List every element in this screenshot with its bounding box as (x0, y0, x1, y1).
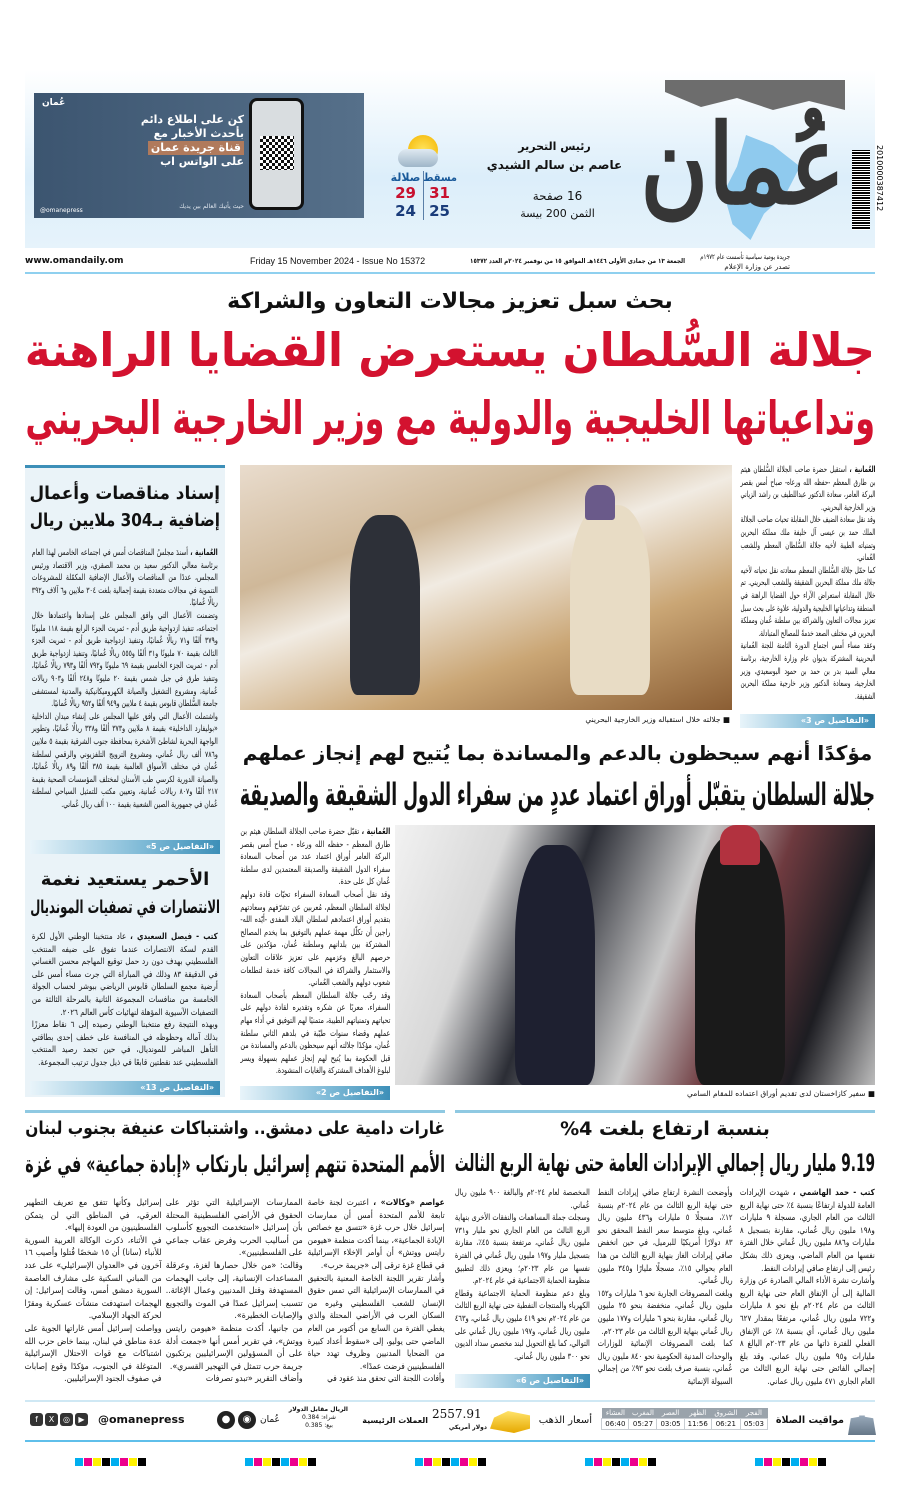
ambassadors-photo-caption: ■ سفير كازاخستان لدى تقديم أوراق اعتماده للمقام السامي (687, 1089, 875, 1098)
instagram-icon[interactable]: ◎ (60, 1413, 73, 1426)
section-divider (25, 1110, 445, 1113)
headline-line: إسناد مناقصات وأعمال (29, 483, 220, 504)
english-date: Friday 15 November 2024 - Issue No 15372 (250, 256, 426, 266)
color-swatch (415, 1458, 423, 1466)
color-swatch (120, 1458, 128, 1466)
low-temp: 24 (395, 202, 416, 220)
color-swatch (630, 1458, 638, 1466)
paragraph: وبلغت المصروفات الجارية نحو ٦ مليارات و١٥٢ مليون ريال عُماني، منخفضة بنحو ٢٥ مليون ريال عُماني، مقارنة بنحو ٦ مليارات و١٧٧ مليون ريال عُماني بنهاية الربع الثالث من عام ٢٠٢٣م. (598, 1287, 733, 1336)
gaza-col-3 (25, 1196, 162, 1396)
partly-cloudy-icon (408, 135, 438, 165)
phone-graphic (249, 98, 304, 210)
paragraph: وأشار تقرير اللجنة الخاصة المعنية بالتحقيق في الممارسات الإسرائيلية التي تمس حقوق الإنسان للشعب الفلسطيني وغيره من السكان العرب في الأراضي المحتلة والذي يغطي الفترة من السابع من أكتوبر من العام الماضي حتى يوليو، إلى «سقوط أعداد كبيرة من الضحايا المدنيين وظروف تهدد حياة الفلسطينيين فرضت عمدًا». (308, 1272, 445, 1371)
color-swatch (308, 1458, 316, 1466)
paragraph: وأضاف التقرير «تبدو تصرفات (206, 1373, 303, 1384)
color-swatch (818, 1458, 826, 1466)
prayer-name: العصر (657, 1408, 684, 1419)
website-link[interactable]: www.omandaily.om (25, 256, 124, 266)
color-swatch (791, 1458, 799, 1466)
gaza-kicker: غارات دامية على دمشق.. واشتباكات عنيفة بجنوب لبنان (25, 1118, 445, 1139)
prayer-name: المغرب (629, 1408, 657, 1419)
paragraph: الممارسات الإسرائيلية التي تؤثر على الحقوق في الأراضي الفلسطينية المحتلة بأن إسرائيل «استخدمت التجويع كأسلوب من أساليب الحرب وفرض عقاب جماعي على الفلسطينيين». (166, 1197, 303, 1258)
currency-rates (290, 1406, 348, 1430)
qr-code (260, 136, 294, 170)
color-swatch (299, 1458, 307, 1466)
barcode-number: 2010000387412 (875, 145, 884, 212)
prayer-name: العشاء (602, 1408, 629, 1419)
color-swatch (773, 1458, 781, 1466)
apple-icon[interactable]: ● (217, 1411, 235, 1429)
paragraph: وقالت: «من خلال حصارها لغزة، وعرقلة المساعدات الإنسانية، إلى جانب الهجمات المستهدفة وقتل المدنيين وعمال الإغاثة.. تتسبب إسرائيل عمدًا في الموت والتجويع والإصابات الخطيرة». (166, 1259, 303, 1321)
caption-text: جلالته خلال استقباله وزير الخارجية البحريني (585, 715, 721, 724)
color-swatch (263, 1458, 271, 1466)
currency-title: العملات الرئيسية (362, 1416, 428, 1425)
football-body (32, 930, 218, 1076)
page-count: 16 صفحة (532, 189, 583, 203)
color-swatch (424, 1458, 432, 1466)
ambassadors-more-link[interactable]: «التفاصيل ص 2» (240, 1086, 390, 1100)
prayer-time: 05:03 (740, 1419, 767, 1430)
color-swatch (84, 1458, 92, 1466)
paragraph: العُمانية ، أسندَ مجلسُ المناقصات أمس في اجتماعه الخامس لهذا العام برئاسة معالي الدكتور سعيد بن محمد الصقري، وزير الاقتصاد ورئيس المجلس، عددًا من المناقصات والأعمال الإضافية المكمّلة للمشروعات التنموية في مجالات متعددة بقيمة إجمالية بلغت ٣٠٤ ملايين و٦ آلاف و٣٩٢ ريالًا عُمانيًا. (32, 547, 218, 608)
color-swatch (442, 1458, 450, 1466)
high-temp: 29 (395, 184, 416, 202)
lead-more-link[interactable]: «التفاصيل ص 3» (740, 714, 875, 728)
gaza-headline[interactable]: الأمم المتحدة تتهم إسرائيل بارتكاب «إبادة جماعية» في غزة (25, 1152, 445, 1178)
color-swatch (281, 1458, 289, 1466)
editor-title: رئيس التحرير (518, 140, 591, 153)
whatsapp-channel-ad[interactable] (34, 93, 364, 218)
footer-bar (0, 1405, 900, 1439)
color-swatch (639, 1458, 647, 1466)
headline-line: إضافية بـ304 ملايين ريال (29, 510, 220, 531)
football-more-link[interactable]: «التفاصيل ص 13» (30, 1081, 220, 1095)
color-swatch (612, 1458, 620, 1466)
paragraph: واشتملت الأعمال التي وافق عليها المجلس على إنشاء ميدان الداخلية «بوليفارد الداخلية» بقيمة ٨ ملايين و٣٧٣ ألفًا و٣٣٨ ريالًا عُمانيًا، وتطوير الواجهة البحرية لشاطئ الأشخرة بمحافظة جنوب الشرقية بقيمة ٥ ملايين و٧٨٦ ألف ريال عُماني، ومشروع الترويج التلفزيوني والرقمي لسلطنة عُمان في مختلف الأسواق العالمية بقيمة ٣٨٥ ألفًا و٨٩ ريالًا عُمانيًا، والصيانة الدورية لكرسي طب الأسنان لمختلف المؤسسات الصحية بقيمة ٢١٧ ألفًا و٨٠٧ ريالات عُمانية، وتعيين مكتب للتمثيل السياحي لسلطنة عُمان في جمهورية الصين الشعبية بقيمة ١٠٠ ألف ريال عُماني. (32, 710, 219, 809)
divider (25, 1400, 875, 1402)
paragraph: وواصلت إسرائيل أمس غاراتها الجوية على عدة مناطق في لبنان، بينما خاض حزب الله اشتباكات مع قوات الاحتلال الإسرائيلية المتوغلة في الجنوب، مؤكدًا وقوع إصابات في صفوف الجنود الإسرائيليين. (25, 1322, 162, 1384)
paragraph: كما بلغت المصروفات الإنمائية للوزارات والوحدات المدنية الحكومية نحو ٨٤٠ مليون ريال عُماني، بنسبة صرف بلغت نحو ٩٣٪ من إجمالي السيولة الإنمائية (598, 1338, 733, 1386)
paragraph: إسرائيل وكأنها تتفق مع تعريف التطهير العرقي، في المناطق التي لن يتمكن الفلسطينيون من العودة إليها». (25, 1197, 162, 1233)
headline-line: الأحمر يستعيد نغمة (40, 869, 210, 890)
color-swatch (75, 1458, 83, 1466)
mosque-icon (848, 1407, 876, 1435)
color-swatch (469, 1458, 477, 1466)
ad-tagline: حيث يأتيك العالم بين يديك (179, 203, 244, 210)
x-icon[interactable]: X (45, 1413, 58, 1426)
revenue-col-2 (598, 1186, 733, 1396)
revenue-headline[interactable]: 9.19 مليار ريال إجمالي الإيرادات العامة حتى نهاية الربع الثالث (454, 1149, 875, 1177)
lead-photo[interactable] (240, 465, 732, 710)
gold-title: أسعار الذهب (538, 1415, 592, 1426)
color-swatch (254, 1458, 262, 1466)
color-swatch (111, 1458, 119, 1466)
paragraph: كتب - حمد الهاشمي ، شهدت الإيرادات العامة للدولة ارتفاعًا بنسبة ٤٪ حتى نهاية الربع الثالث من العام الجاري، مسجلة ٩ مليارات و١٩٨ مليون ريال عُماني، مقارنة بتسجيل ٨ مليارات و٨٨٦ مليون ريال عُماني خلال الفترة نفسها من العام الماضي، ويعزى ذلك بشكل رئيس إلى ارتفاع صافي إيرادات النفط. (740, 1187, 876, 1273)
dateline-label: العُمانية ، (361, 826, 390, 836)
lead-kicker: بحث سبل تعزيز مجالات التعاون والشراكة (227, 289, 673, 314)
tenders-body (32, 546, 218, 834)
barcode (852, 150, 870, 230)
revenue-col-3 (455, 1186, 590, 1368)
paragraph: كما حمّل جلالة السُّلطان المعظم سعادته نقل تحياته لأخيه جلالة ملك مملكة البحرين الشقيقة وللشعب البحريني. تم خلال المقابلة استعراض الآراء حول القضايا الراهنة في المنطقة وتداعياتها الخليجية والدولية، علاوة على بحث سبل تعزيز مجالات التعاون والشراكة بين سلطنة عُمان ومملكة البحرين في مختلف الصعد خدمةً للمصالح المتبادلة. (740, 564, 875, 638)
ambassadors-photo[interactable] (395, 825, 875, 1085)
divider (25, 272, 875, 274)
color-swatch (460, 1458, 468, 1466)
arabic-date: الجمعة ١٣ من جمادى الأولى ١٤٤٦هـ الموافق ١٥ من نوفمبر ٢٠٢٤م العدد ١٥٣٧٢ (470, 257, 685, 265)
color-swatch (102, 1458, 110, 1466)
color-swatch (93, 1458, 101, 1466)
tenders-more-link[interactable]: «التفاصيل ص 5» (30, 840, 220, 854)
prayer-time: 06:40 (602, 1419, 629, 1430)
headline-line: الانتصارات في تصفيات المونديال (30, 897, 220, 918)
prayer-time: 11:56 (684, 1419, 711, 1430)
android-icon[interactable]: ◉ (238, 1411, 256, 1429)
prayer-time: 05:27 (629, 1419, 657, 1430)
divider (25, 1440, 875, 1442)
paragraph: وقد نقل سعادة الضيف خلال المقابلة تحيات صاحب الجلالة الملك حمد بن عيسى آل خليفة ملك مملكة البحرين وتمنياته الطيبة لأخيه جلالة السُّلطان المعظم وللشعب العُماني. (740, 514, 875, 563)
youtube-icon[interactable]: ▶ (75, 1413, 88, 1426)
paragraph: وأشارت نشرة الأداء المالي الصادرة عن وزارة المالية إلى أن الإنفاق العام حتى نهاية الربع الثالث من عام ٢٠٢٤م بلغ نحو ٨ مليارات و٧٢٢ مليون ريال عُماني، مرتفعًا بمقدار ٦٢٧ مليون ريال عُماني، أي بنسبة ٨٪ عن الإنفاق الفعلي للفترة ذاتها من عام ٢٠٢٣م البالغ ٨ مليارات و٩٥ مليون ريال عماني. وقد بلغ إجمالي الفائض حتى نهاية الربع الثالث من العام الجاري ٤٧١ مليون ريال عماني. (740, 1275, 875, 1386)
city-name: مسقط (422, 171, 457, 184)
color-swatch (648, 1458, 656, 1466)
color-swatch (603, 1458, 611, 1466)
prayer-name: الفجر (740, 1408, 767, 1419)
revenue-kicker: بنسبة ارتفاع بلغت 4% (560, 1118, 770, 1140)
ad-logo: عُمان (42, 98, 66, 108)
color-swatch (272, 1458, 280, 1466)
social-handle[interactable]: @omanepress (98, 1413, 185, 1426)
paragraph: وسجلت جملة المساهمات والنفقات الأخرى بنهاية الربع الثالث من العام الجاري نحو مليار و٧٣١ مليون ريال عُماني، مرتفعة بنسبة ٤٥٪، مقارنة بتسجيل مليار و١٩٧ مليون ريال عُماني في الفترة نفسها من عام ٢٠٢٣م؛ ويعزى ذلك لتطبيق منظومة الحماية الاجتماعية في عام ٢٠٢٤م. (455, 1212, 590, 1286)
editor-in-chief (482, 138, 627, 174)
ad-line: كن على اطلاع دائم (140, 113, 244, 126)
gold-bars-icon (490, 1411, 530, 1433)
prayer-name: الظهر (684, 1408, 711, 1419)
color-swatch (809, 1458, 817, 1466)
section-divider (455, 1110, 875, 1113)
paragraph: وقد رحّب جلالة السلطان المعظم بأصحاب السعادة السفراء، معربًا عن شكره وتقديره لقادة دولهم على تحياتهم وتمنياتهم الطيبة، متمنيًا لهم التوفيق في أداء مهام عملهم وقضاء سنوات طيّبة في بلدهم الثاني سلطنة عُمان، مؤكدًا جلالته أنهم سيحظون بالدعم والمساندة من قبل الحكومة بما يُتيح لهم إنجاز عملهم بسهولة ويسر لبلوغ الأهداف المشتركة والغايات المنشودة. (240, 989, 390, 1076)
prayer-times-table (601, 1408, 768, 1430)
lead-photo-caption: ■ جلالته خلال استقباله وزير الخارجية البحريني (585, 715, 730, 724)
price: الثمن 200 بيسة (520, 207, 595, 220)
color-swatch (594, 1458, 602, 1466)
paragraph: العُمانية ، استقبل حضرة صاحب الجلالة السُّلطان هيثم بن طارق المعظم -حفظه الله ورعاه- صباح أمس بقصر البركة العامر، سعادة الدكتور عبداللطيف بن راشد الزياني وزير الخارجية البحريني. (740, 464, 875, 512)
ambassadors-kicker: مؤكدًا أنهم سيحظون بالدعم والمساندة بما يُتيح لهم إنجاز عملهم (242, 741, 873, 765)
newspaper-logo[interactable] (640, 80, 850, 240)
paragraph: المخصصة لعام ٢٠٢٤م والبالغة ٩٠٠ مليون ريال عُماني. (455, 1187, 590, 1210)
currency-pair: الريال مقابل الدولار (288, 1406, 348, 1413)
paragraph: وعقد مساء أمس اجتماع الدورة الثامنة للجنة العُمانية البحرينية المشتركة بديوان عام وزارة الخارجية، برئاسة معالي السيد بدر بن حمد بن حمود البوسعيدي، وزير الخارجية، وسعادة الدكتور وزير خارجية مملكة البحرين الشقيقة. (740, 640, 875, 701)
ad-handle: @omanepress (40, 207, 83, 214)
weather-widget (385, 135, 460, 220)
paragraph: وأفادت اللجنة التي تحقق منذ عقود في (327, 1373, 445, 1384)
high-temp: 31 (429, 184, 450, 202)
paragraph: في الأثناء، ذكرت الوكالة العربية السورية للأنباء (سانا) أن ١٥ شخصًا قُتلوا وأصيب ١٦ آخرون في «العدوان الإسرائيلي» على عدد من المباني السكنية على مشارف العاصمة السورية دمشق أمس، وقالت إسرائيل: إن الهجمات استهدفت منشآت عسكرية ومقرًا لحركة الجهاد الإسلامي. (25, 1234, 162, 1321)
dateline-label: عواصم «وكالات» ، (373, 1197, 445, 1207)
paragraph: وأوضحت النشرة ارتفاع صافي إيرادات النفط حتى نهاية الربع الثالث من عام ٢٠٢٤م بنسبة ١٢٪، مسجلًا ٥ مليارات و٤٣٦ مليون ريال عُماني، وبلغ متوسط سعر النفط المحقق نحو ٨٣ دولارًا أمريكيًا للبرميل، في حين انخفض صافي إيرادات الغاز بنهاية الربع الثالث من هذا العام بحوالي ١٥٪، مسجلًا مليارًا و٣٤٥ مليون ريال عُماني. (598, 1187, 733, 1286)
ambassadors-body (240, 825, 390, 1083)
publisher-line: تصدر عن وزارة الإعلام (724, 263, 790, 271)
prayer-name: الشروق (711, 1408, 740, 1419)
buy-rate: شراء: 0.384 (302, 1414, 336, 1421)
revenue-more-link[interactable]: «التفاصيل ص 6» (455, 1374, 590, 1388)
tenders-headline[interactable] (30, 480, 220, 534)
color-swatch (621, 1458, 629, 1466)
color-swatch (129, 1458, 137, 1466)
publisher-line: جريدة يومية سياسية تأسست عام ١٩٧٢م (700, 253, 790, 261)
gaza-col-2 (166, 1196, 303, 1396)
app-label: عُمان (260, 1415, 280, 1425)
low-temp: 25 (429, 202, 450, 220)
ad-line: على الواتس اب (160, 155, 244, 168)
sell-rate: بيع: 0.385 (305, 1422, 333, 1429)
gold-price: 2557.91 (432, 1407, 482, 1421)
paragraph: وقد نقل أصحاب السعادة السفراء تحيّات قادة دولهم لجلالة السلطان المعظم، مُعربين عن تشرّفهم وسعادتهم بتقديم أوراق اعتمادهم لسلطان البلاد المفدى -أيّده الله- راجين أن تكلّل مهمة عملهم بالتوفيق بما يخدم المصالح المشتركة بين بلدانهم وسلطنة عُمان، مؤكدين على حرصهم البالغ وعزمهم على تعزيز علاقات التعاون والاستثمار والشراكة في المجالات كافة خدمة لتطلعات شعوب دولهم والشعب العُماني. (240, 888, 390, 988)
color-swatch (433, 1458, 441, 1466)
facebook-icon[interactable]: f (30, 1413, 43, 1426)
city-name: صلالة (390, 171, 421, 184)
color-swatch (138, 1458, 146, 1466)
caption-text: سفير كازاخستان لدى تقديم أوراق اعتماده للمقام السامي (687, 1089, 866, 1098)
lead-headline-line[interactable]: جلالة السُّلطان يستعرض القضايا الراهنة (24, 323, 875, 377)
color-swatch (585, 1458, 593, 1466)
ambassadors-headline[interactable]: جلالة السلطان يتقبّل أوراق اعتماد عددٍ من سفراء الدول الشقيقة والصديقة (239, 777, 875, 813)
gold-unit: دولار أمريكي (448, 1424, 487, 1431)
lead-body (740, 463, 875, 711)
dateline-label: كتب - حمد الهاشمي ، (793, 1187, 875, 1197)
paragraph: عواصم «وكالات» ، اعتبرت لجنة خاصة تابعة للأمم المتحدة أمس أن ممارسات إسرائيل خلال حرب غزة «تتسق مع خصائص الإبادة الجماعية»، بينما أكدت منظمة «هيومن رايتس ووتش» أن أوامر الإخلاء الإسرائيلية في قطاع غزة ترقى إلى «جريمة حرب». (308, 1197, 445, 1270)
paragraph: كتب - فيصل السعيدي ، عاد منتخبنا الوطني الأول لكرة القدم لسكة الانتصارات عندما تفوق على ضيفه المنتخب الفلسطيني بهدف دون رد حمل توقيع المهاجم محسن الغساني في الدقيقة ٨٣ وذلك في المباراة التي جرت مساء أمس على أرضية مجمع السلطان قابوس الرياضي ببوشر لحساب الجولة الخامسة من منافسات المجموعة الثانية بالمرحلة الثالثة من التصفيات الآسيوية المؤهلة لنهائيات كأس العالم ٢٠٢٦. (32, 931, 219, 1017)
paragraph: وبهذه النتيجة رفع منتخبنا الوطني رصيده إلى ٦ نقاط معززًا بذلك آماله وحظوظه في المنافسة على خطف إحدى بطاقتي التأهل المباشر للمونديال، في حين تجمد رصيد المنتخب الفلسطيني عند نقطتين قابعًا في ذيل جدول ترتيب المجموعة. (32, 1019, 219, 1067)
color-swatch (764, 1458, 772, 1466)
color-swatch (290, 1458, 298, 1466)
editor-name: عاصم بن سالم الشيدي (486, 158, 623, 172)
dateline-label: العُمانية ، (849, 464, 875, 474)
color-swatch (800, 1458, 808, 1466)
revenue-col-1 (740, 1186, 875, 1396)
dateline-label: كتب - فيصل السعيدي ، (130, 931, 218, 941)
paragraph: وبلغ دعم منظومة الحماية الاجتماعية وقطاع الكهرباء والمنتجات النفطية حتى نهاية الربع الثالث من عام ٢٠٢٤م نحو ٤١٩ مليون ريال عُماني، و٤٦٣ مليون ريال عُماني، و١٩٧ مليون ريال عُماني على التوالي، كما بلغ التحويل لبند مخصص سداد الديون نحو ٣٠٠ مليون ريال عُماني. (455, 1287, 590, 1361)
paragraph: وتضمنت الأعمال التي وافق المجلس على إسنادها واعتمادها خلال اجتماعه، تنفيذ ازدواجية طريق أدم - ثمريت الجزء الرابع بقيمة ١١٨ مليونًا و٣٧٩ ألفًا و٧١ ريالًا عُمانيًا، وتنفيذ ازدواجية طريق أدم - ثمريت الجزء الثالث بقيمة ٧٠ مليونًا و٣١ ألفًا و٥٥٥ ريالًا عُمانيًا، وتنفيذ ازدواجية طريق أدم - ثمريت الجزء الخامس بقيمة ٦٩ مليونًا و٧٩٢ ألفًا و٧٩٣ ريالًا عُمانيًا، وتنفيذ طرق في جبل شمس بقيمة ٢٠ مليونًا و٢٤٨ ألفًا و٩٠٣ ريالات عُمانية، ومشروع التشغيل والصيانة الكهروميكانيكية والمدنية لمستشفى جامعة السُّلطان قابوس بقيمة ٤ ملايين و٩٤٩ ألفًا و٩٥٢ ريالًا عُمانيًا. (32, 609, 218, 709)
paragraph: العُمانية ، تقبّل حضرة صاحب الجلالة السلطان هيثم بن طارق المعظم - حفظه الله ورعاه - صباح أمس بقصر البركة العامر أوراق اعتماد عدد من أصحاب السعادة سفراء الدول الشقيقة والصديقة المعتمدين لدى سلطنة عُمان كل على حدة. (240, 826, 390, 887)
dateline-label: العُمانية ، (190, 547, 218, 557)
color-swatch (451, 1458, 459, 1466)
football-headline[interactable] (30, 866, 220, 922)
color-swatch (245, 1458, 253, 1466)
color-swatch (782, 1458, 790, 1466)
ad-line-highlight: قناة جريدة عمان (148, 141, 244, 155)
prayer-time: 06:21 (711, 1419, 740, 1430)
logo-text: عُمان (640, 100, 845, 229)
color-swatch (478, 1458, 486, 1466)
lead-headline-line[interactable]: وتداعياتها الخليجية والدولية مع وزير الخارجية البحريني (25, 391, 875, 445)
prayer-title: مواقيت الصلاة (775, 1415, 844, 1426)
paragraph: من جانبها، أكدت منظمة «هيومن رايتس ووتش»، في تقرير أمس أنها «جمعت أدلة على أن المسؤولين الإسرائيليين يرتكبون جريمة حرب تتمثل في التهجير القسري». (166, 1322, 303, 1371)
publisher-info (700, 252, 790, 272)
gaza-col-1 (308, 1196, 445, 1396)
color-swatch (755, 1458, 763, 1466)
ad-line: بأحدث الأخبار مع (153, 127, 244, 140)
prayer-time: 03:05 (657, 1419, 684, 1430)
issue-info (500, 188, 615, 222)
